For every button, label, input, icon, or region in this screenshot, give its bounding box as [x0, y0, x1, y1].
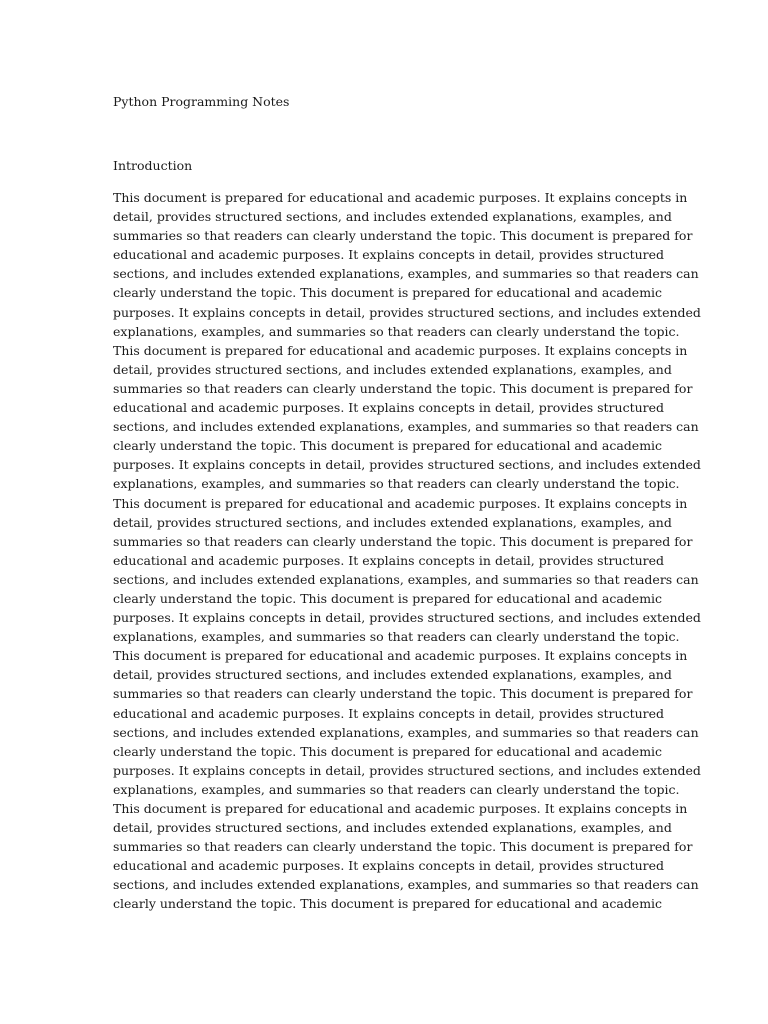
- body-text-line: clearly understand the topic. This document is prepared for educational and academic: [113, 590, 663, 606]
- body-text-line: clearly understand the topic. This document is prepared for educational and academic: [113, 896, 663, 912]
- body-text-line: summaries so that readers can clearly understand the topic. This document is prepared for: [113, 228, 693, 244]
- body-text-line: purposes. It explains concepts in detail, provides structured sections, and includes extended: [113, 457, 701, 473]
- body-text-line: This document is prepared for educational and academic purposes. It explains concepts in: [113, 495, 688, 511]
- body-text-line: purposes. It explains concepts in detail, provides structured sections, and includes extended: [113, 610, 701, 626]
- body-text-line: detail, provides structured sections, and includes extended explanations, examples, and: [113, 667, 672, 683]
- body-text-line: educational and academic purposes. It explains concepts in detail, provides structured: [113, 705, 665, 721]
- body-text-line: detail, provides structured sections, and includes extended explanations, examples, and: [113, 514, 672, 530]
- body-text-line: explanations, examples, and summaries so that readers can clearly understand the topic.: [113, 781, 680, 797]
- body-text-line: This document is prepared for educational and academic purposes. It explains concepts in: [113, 801, 688, 816]
- body-text-line: sections, and includes extended explanations, examples, and summaries so that readers can: [113, 419, 699, 435]
- body-text-line: This document is prepared for educational and academic purposes. It explains concepts in: [113, 648, 688, 664]
- body-text-line: sections, and includes extended explanations, examples, and summaries so that readers can: [113, 571, 699, 587]
- body-text-line: sections, and includes extended explanations, examples, and summaries so that readers can: [113, 266, 699, 282]
- body-text-line: explanations, examples, and summaries so that readers can clearly understand the topic.: [113, 476, 680, 492]
- body-text-line: summaries so that readers can clearly understand the topic. This document is prepared for: [113, 533, 693, 549]
- body-text-line: purposes. It explains concepts in detail, provides structured sections, and includes extended: [113, 304, 701, 320]
- body-text-line: summaries so that readers can clearly understand the topic. This document is prepared for: [113, 380, 693, 396]
- body-text-line: summaries so that readers can clearly understand the topic. This document is prepared for: [113, 686, 693, 702]
- body-text-line: educational and academic purposes. It explains concepts in detail, provides structured: [113, 552, 665, 568]
- body-text-line: explanations, examples, and summaries so that readers can clearly understand the topic.: [113, 629, 680, 645]
- body-text-line: purposes. It explains concepts in detail, provides structured sections, and includes extended: [113, 762, 701, 778]
- body-text-line: This document is prepared for educational and academic purposes. It explains concepts in: [113, 342, 688, 358]
- body-text-line: clearly understand the topic. This document is prepared for educational and academic: [113, 438, 663, 454]
- document-title: Python Programming Notes: [113, 94, 290, 109]
- body-text-line: explanations, examples, and summaries so that readers can clearly understand the topic.: [113, 323, 680, 339]
- body-text-line: sections, and includes extended explanations, examples, and summaries so that readers can: [113, 877, 699, 893]
- body-paragraph: [113, 188, 701, 914]
- body-text-line: clearly understand the topic. This document is prepared for educational and academic: [113, 743, 663, 759]
- body-text-line: sections, and includes extended explanations, examples, and summaries so that readers can: [113, 724, 699, 740]
- body-text-line: clearly understand the topic. This document is prepared for educational and academic: [113, 285, 663, 301]
- body-text-line: This document is prepared for educational and academic purposes. It explains concepts in: [113, 190, 688, 205]
- body-text-line: detail, provides structured sections, and includes extended explanations, examples, and: [113, 361, 672, 377]
- body-text-line: detail, provides structured sections, and includes extended explanations, examples, and: [113, 820, 672, 836]
- body-text-line: educational and academic purposes. It explains concepts in detail, provides structured: [113, 247, 665, 263]
- body-text-line: detail, provides structured sections, and includes extended explanations, examples, and: [113, 209, 672, 225]
- body-text-line: educational and academic purposes. It explains concepts in detail, provides structured: [113, 400, 665, 416]
- section-heading-introduction: Introduction: [113, 158, 193, 173]
- body-text-line: educational and academic purposes. It explains concepts in detail, provides structured: [113, 858, 665, 874]
- body-text-line: summaries so that readers can clearly understand the topic. This document is prepared for: [113, 839, 693, 855]
